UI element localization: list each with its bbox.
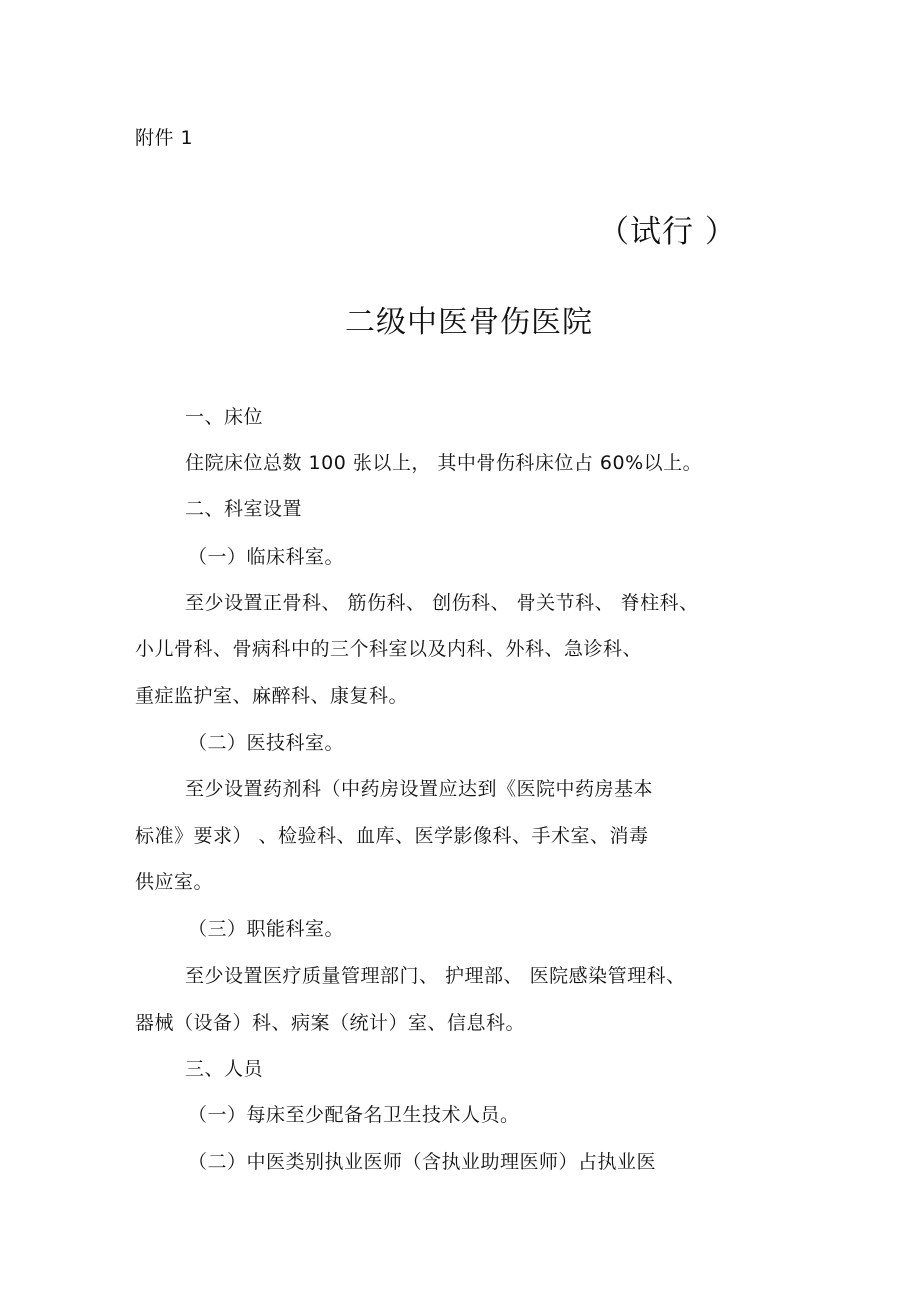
paragraph-line: 标准》要求） 、检验科、血库、医学影像科、手术室、消毒 [135, 825, 649, 847]
trial-note: （试行 ） [598, 214, 737, 250]
section-heading-departments: 二、科室设置 [185, 498, 303, 520]
page-title: 二级中医骨伤医院 [345, 305, 593, 340]
paragraph-line: 至少设置正骨科、 筋伤科、 创伤科、 骨关节科、 脊柱科、 [185, 592, 699, 614]
paragraph-line: （二）中医类别执业医师（含执业助理医师）占执业医 [188, 1151, 657, 1173]
section-heading-personnel: 三、人员 [185, 1058, 264, 1080]
subsection-heading-clinical: （一）临床科室。 [188, 546, 345, 568]
paragraph-line: 住院床位总数 100 张以上， 其中骨伤科床位占 60%以上。 [185, 452, 703, 474]
subsection-heading-functional: （三）职能科室。 [188, 918, 345, 940]
section-heading-beds: 一、床位 [185, 406, 264, 428]
subsection-heading-medtech: （二）医技科室。 [188, 732, 345, 754]
attachment-label: 附件 1 [135, 127, 194, 149]
paragraph-line: 供应室。 [135, 871, 214, 893]
paragraph-line: 小儿骨科、骨病科中的三个科室以及内科、外科、急诊科、 [135, 638, 643, 660]
paragraph-line: （一）每床至少配备名卫生技术人员。 [188, 1104, 520, 1126]
paragraph-line: 器械（设备）科、病案（统计）室、信息科。 [135, 1012, 526, 1034]
paragraph-line: 至少设置医疗质量管理部门、 护理部、 医院感染管理科、 [185, 965, 686, 987]
paragraph-line: 至少设置药剂科（中药房设置应达到《医院中药房基本 [185, 778, 654, 800]
paragraph-line: 重症监护室、麻醉科、康复科。 [135, 685, 409, 707]
